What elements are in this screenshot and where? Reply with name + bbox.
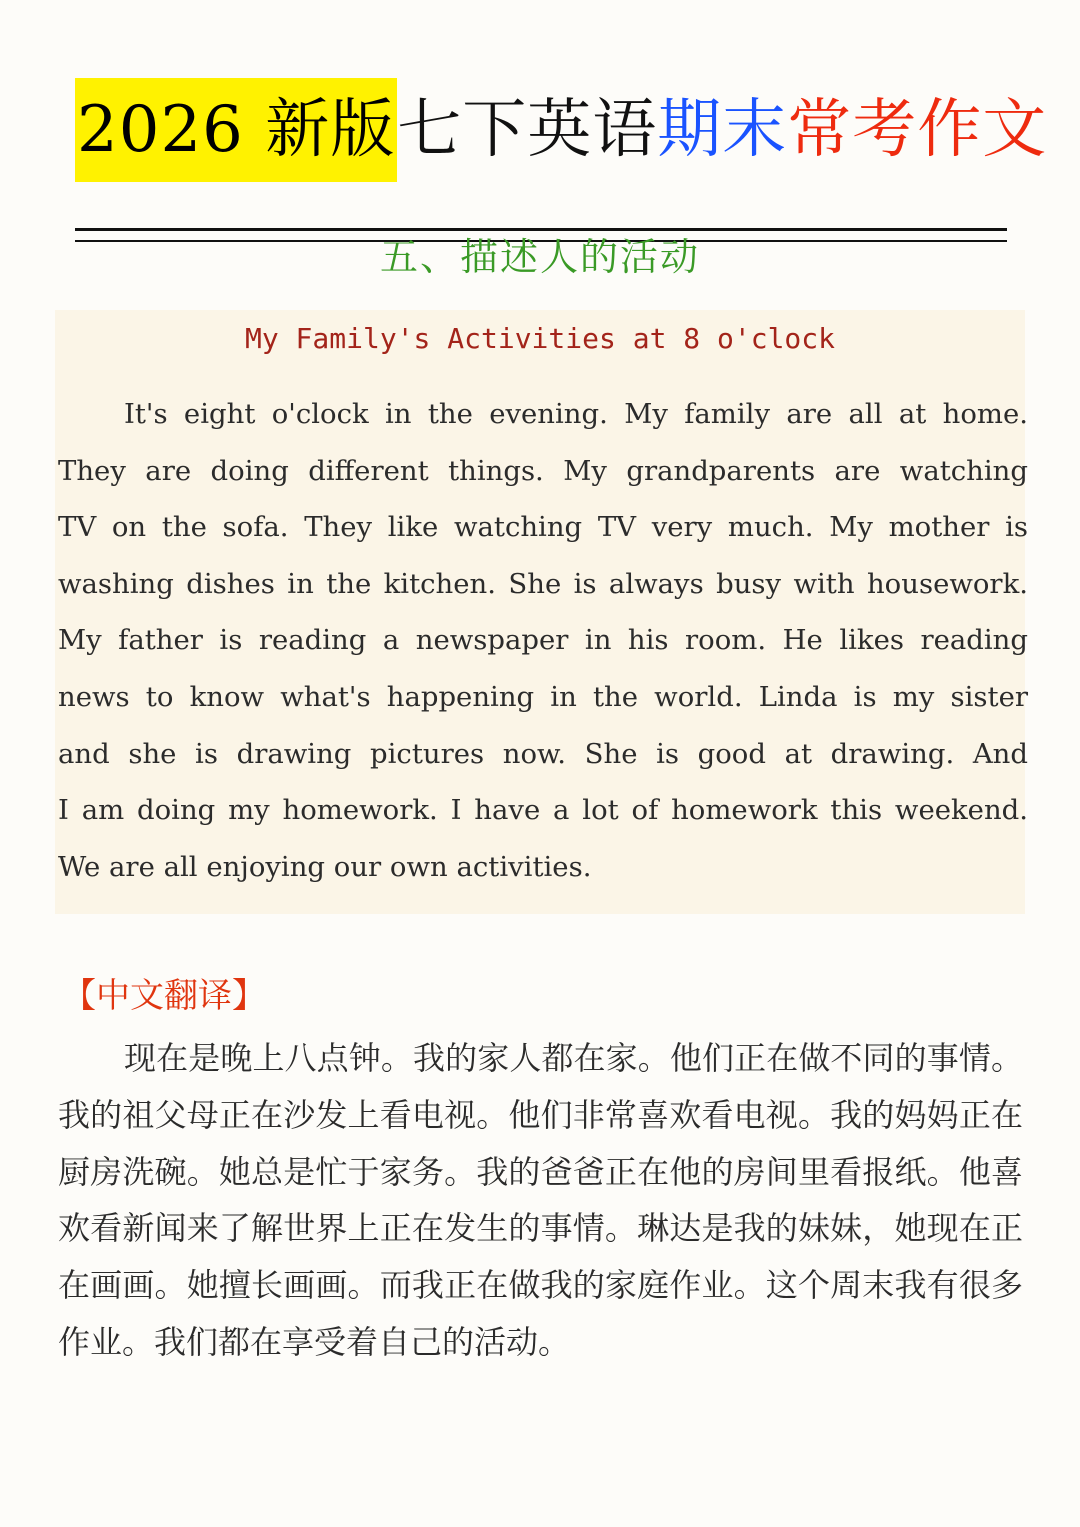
essay-line: and she is drawing pictures now. She is good at drawing. And [58,737,1028,770]
translation-heading: 【中文翻译】 [62,976,266,1016]
essay-line: I am doing my homework. I have a lot of homework this weekend. [58,794,1028,827]
essay-body [58,386,1028,895]
title-part-black: 七下英语 [397,93,658,167]
section-heading: 五、描述人的活动 [379,235,700,279]
essay-title: My Family's Activities at 8 o'clock [244,322,835,355]
essay-line: washing dishes in the kitchen. She is always busy with housework. [58,567,1028,600]
title-highlight: 2026 新版 [75,78,397,182]
page-title [75,78,1048,182]
essay-line: They are doing different things. My grandparents are watching [58,454,1028,487]
essay-line: news to know what's happening in the world. Linda is my sister [58,680,1028,713]
essay-line: We are all enjoying our own activities. [58,850,592,883]
title-text [75,78,1047,182]
essay-line: It's eight o'clock in the evening. My family are all at home. [124,398,1028,430]
translation-line: 作业。我们都在享受着自己的活动。 [58,1322,571,1361]
title-part-red: 常考作文 [787,93,1048,167]
title-part-blue: 期末 [657,93,788,167]
translation-body [58,1030,1023,1371]
essay-line: TV on the sofa. They like watching TV very much. My mother is [58,511,1028,544]
translation-line: 在画画。她擅长画画。而我正在做我的家庭作业。这个周末我有很多 [58,1266,1023,1305]
translation-line: 我的祖父母正在沙发上看电视。他们非常喜欢看电视。我的妈妈正在 [58,1095,1023,1134]
translation-line: 欢看新闻来了解世界上正在发生的事情。琳达是我的妹妹，她现在正 [58,1209,1023,1248]
translation-line: 现在是晚上八点钟。我的家人都在家。他们正在做不同的事情。 [124,1039,1023,1077]
essay-line: My father is reading a newspaper in his room. He likes reading [58,624,1028,657]
translation-line: 厨房洗碗。她总是忙于家务。我的爸爸正在他的房间里看报纸。他喜 [58,1152,1023,1191]
